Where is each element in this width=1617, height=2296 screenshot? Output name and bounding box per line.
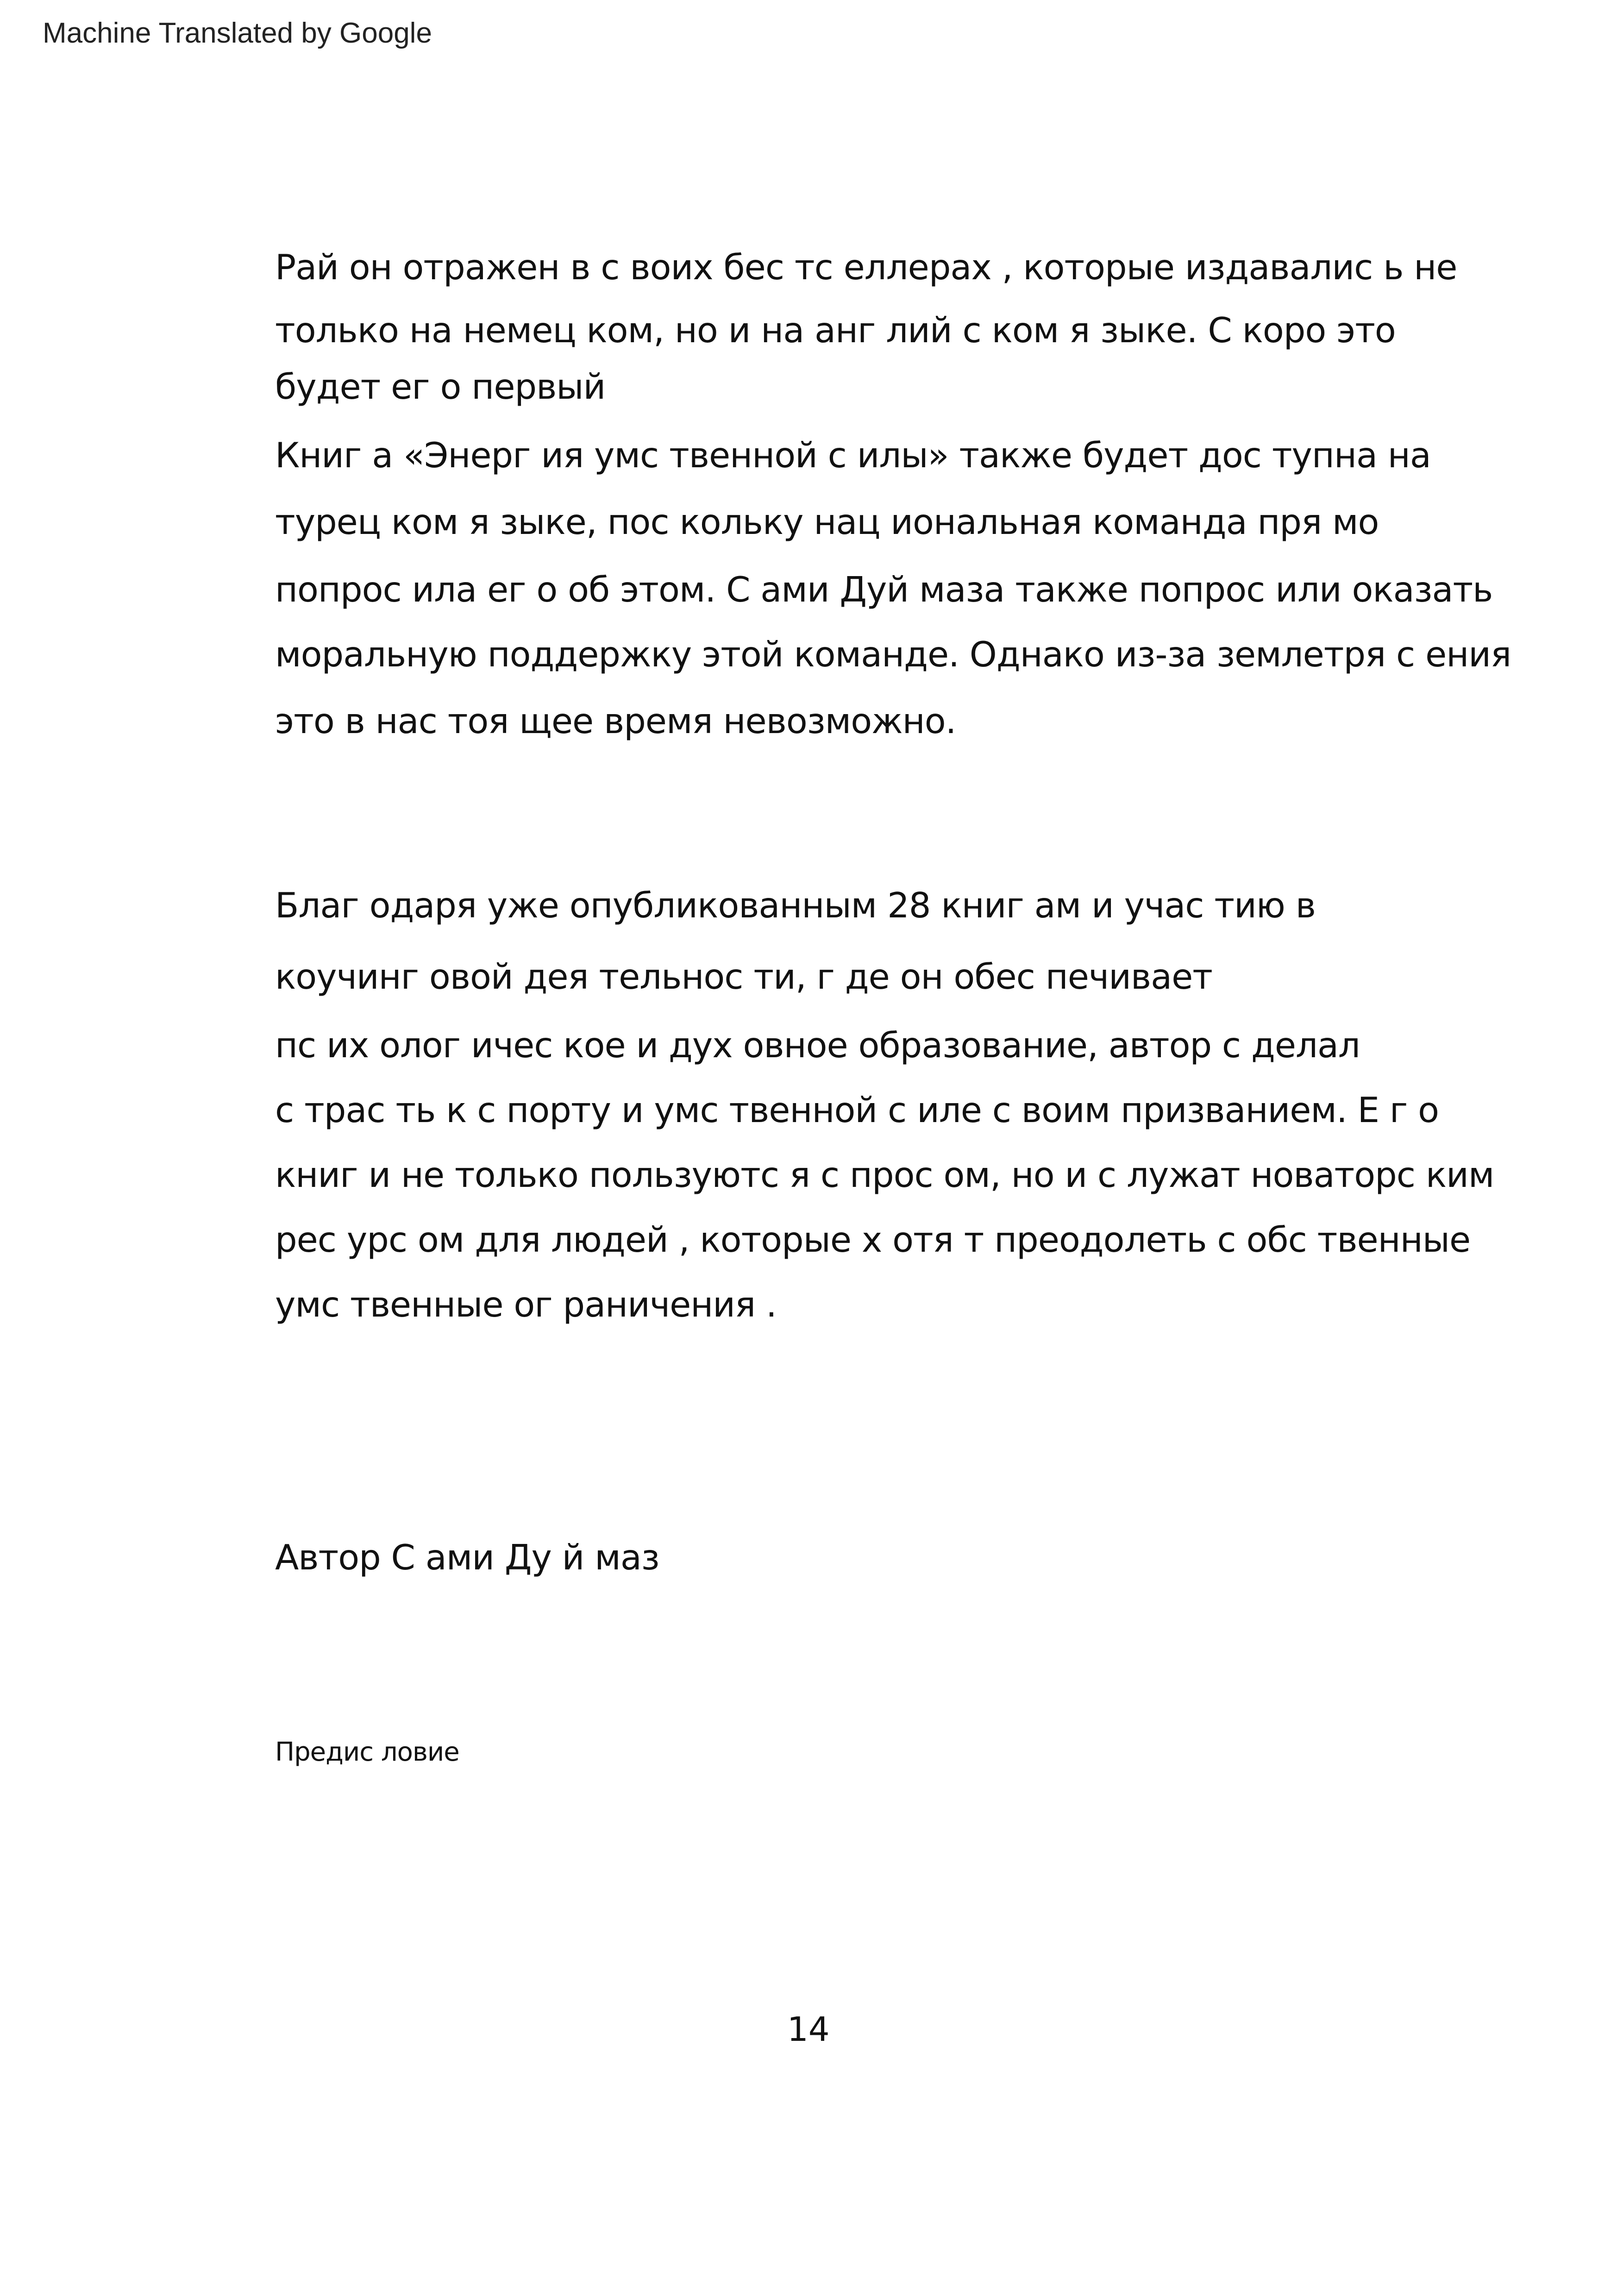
text-line: коучинг овой дея тельнос ти, г де он обес печивает	[275, 956, 1212, 997]
page-number: 14	[787, 2010, 830, 2049]
section-label: Предис ловие	[275, 1737, 459, 1767]
text-line: умс твенные ог раничения .	[275, 1284, 777, 1325]
text-line: рес урс ом для людей , которые х отя т преодолеть с обс твенные	[275, 1219, 1471, 1260]
text-line: книг и не только пользуютс я с прос ом, но и с лужат новаторс ким	[275, 1154, 1494, 1195]
text-line: будет ег о первый	[275, 366, 606, 407]
text-line: Книг а «Энерг ия умс твенной с илы» также будет дос тупна на	[275, 435, 1431, 476]
text-line: только на немец ком, но и на анг лий с ком я зыке. С коро это	[275, 310, 1396, 351]
text-line: попрос ила ег о об этом. С ами Дуй маза также попрос или оказать	[275, 569, 1493, 610]
author-signature: Автор С ами Ду й маз	[275, 1537, 659, 1578]
machine-translation-watermark: Machine Translated by Google	[43, 17, 432, 49]
text-line: с трас ть к с порту и умс твенной с иле с воим призванием. Е г о	[275, 1090, 1439, 1130]
text-line: Благ одаря уже опубликованным 28 книг ам и учас тию в	[275, 885, 1316, 926]
text-line: пс их олог ичес кое и дух овное образование, автор с делал	[275, 1025, 1360, 1066]
text-line: это в нас тоя щее время невозможно.	[275, 701, 956, 741]
text-line: турец ком я зыке, пос кольку нац иональная команда пря мо	[275, 502, 1379, 542]
text-line: Рай он отражен в с воих бес тс еллерах , которые издавалис ь не	[275, 247, 1457, 288]
text-line: моральную поддержку этой команде. Однако из-за землетря с ения	[275, 634, 1511, 675]
